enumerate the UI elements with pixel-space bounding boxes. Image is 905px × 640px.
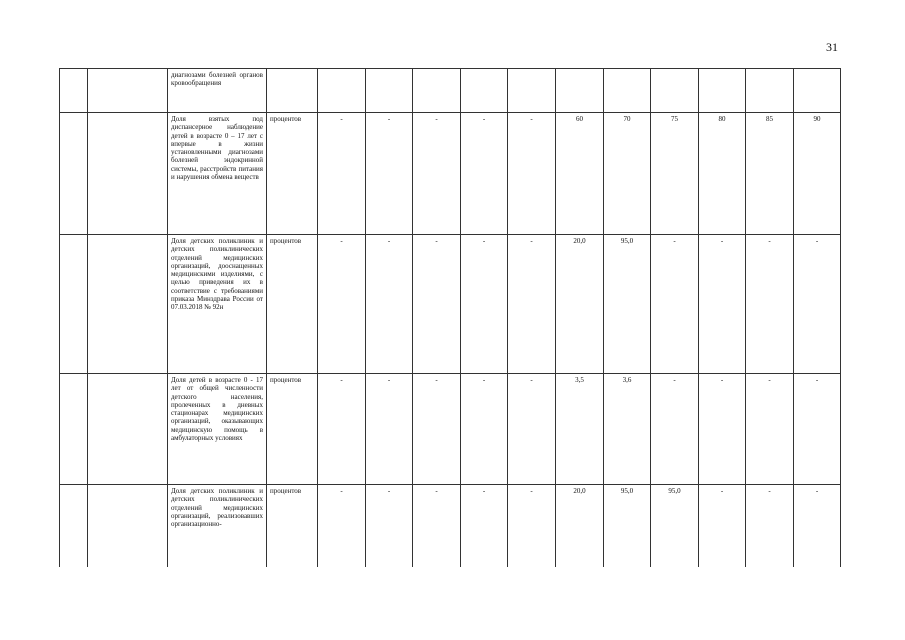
value-cell [413, 69, 461, 113]
value-cell [461, 69, 508, 113]
value-cell: - [508, 113, 556, 235]
value-cell: - [461, 485, 508, 567]
table-row [60, 374, 841, 485]
subgoal-cell [88, 235, 168, 374]
value-cell [366, 69, 413, 113]
value-cell: - [413, 113, 461, 235]
table-row [60, 485, 841, 567]
subgoal-cell [88, 69, 168, 113]
subgoal-cell [88, 113, 168, 235]
number-cell [60, 69, 88, 113]
value-cell: - [366, 374, 413, 485]
table-row [60, 113, 841, 235]
value-cell: - [318, 374, 366, 485]
page-number: 31 [826, 40, 838, 54]
value-cell: 95,0 [651, 485, 699, 567]
value-cell [651, 69, 699, 113]
value-cell: - [366, 113, 413, 235]
value-cell: 95,0 [604, 485, 651, 567]
table-row [60, 235, 841, 374]
value-cell: 20,0 [556, 235, 604, 374]
unit-cell: процентов [267, 485, 318, 567]
number-cell [60, 485, 88, 567]
indicator-cell: Доля детских поликлиник и детских поликлинических отделений медицинских организаций, реализовавших организационно- [168, 485, 267, 567]
value-cell: 3,5 [556, 374, 604, 485]
value-cell: - [318, 485, 366, 567]
value-cell: - [746, 485, 794, 567]
value-cell: - [461, 113, 508, 235]
value-cell [556, 69, 604, 113]
unit-cell [267, 69, 318, 113]
table-row [60, 69, 841, 113]
subgoal-cell [88, 374, 168, 485]
value-cell: - [746, 235, 794, 374]
value-cell: - [508, 485, 556, 567]
value-cell: - [746, 374, 794, 485]
subgoal-cell [88, 485, 168, 567]
value-cell: 95,0 [604, 235, 651, 374]
indicators-table [59, 68, 841, 567]
value-cell: 75 [651, 113, 699, 235]
number-cell [60, 113, 88, 235]
value-cell: - [366, 485, 413, 567]
value-cell: - [413, 374, 461, 485]
value-cell: - [794, 374, 841, 485]
value-cell: 70 [604, 113, 651, 235]
value-cell: - [699, 374, 746, 485]
value-cell [699, 69, 746, 113]
value-cell: 90 [794, 113, 841, 235]
value-cell: - [318, 235, 366, 374]
value-cell: - [318, 113, 366, 235]
value-cell [318, 69, 366, 113]
value-cell: 60 [556, 113, 604, 235]
value-cell: - [508, 374, 556, 485]
indicator-cell: Доля детских поликлиник и детских поликлинических отделений медицинских организаций, дооснащенных медицинскими изделиями, с целью приведения их в соответствие с требованиями приказа Минздрава России от 07.03.2018 № 92н [168, 235, 267, 374]
indicator-cell: диагнозами болезней органов кровообращения [168, 69, 267, 113]
value-cell [794, 69, 841, 113]
value-cell [508, 69, 556, 113]
indicator-cell: Доля взятых под диспансерное наблюдение детей в возрасте 0 – 17 лет с впервые в жизни установленными диагнозами болезней эндокринной системы, расстройств питания и нарушения обмена веществ [168, 113, 267, 235]
value-cell: 20,0 [556, 485, 604, 567]
value-cell: - [366, 235, 413, 374]
unit-cell: процентов [267, 113, 318, 235]
unit-cell: процентов [267, 374, 318, 485]
value-cell: - [699, 485, 746, 567]
value-cell: - [794, 235, 841, 374]
value-cell [746, 69, 794, 113]
value-cell: - [413, 235, 461, 374]
indicator-cell: Доля детей в возрасте 0 - 17 лет от общей численности детского населения, пролеченных в дневных стационарах медицинских организаций, оказывающих медицинскую помощь в амбулаторных условиях [168, 374, 267, 485]
value-cell: - [651, 235, 699, 374]
value-cell: 3,6 [604, 374, 651, 485]
value-cell: - [413, 485, 461, 567]
value-cell: - [699, 235, 746, 374]
number-cell [60, 374, 88, 485]
value-cell: - [461, 374, 508, 485]
number-cell [60, 235, 88, 374]
value-cell: - [461, 235, 508, 374]
value-cell: - [651, 374, 699, 485]
table-body [60, 69, 841, 567]
value-cell: 85 [746, 113, 794, 235]
unit-cell: процентов [267, 235, 318, 374]
value-cell: - [508, 235, 556, 374]
value-cell [604, 69, 651, 113]
value-cell: 80 [699, 113, 746, 235]
value-cell: - [794, 485, 841, 567]
